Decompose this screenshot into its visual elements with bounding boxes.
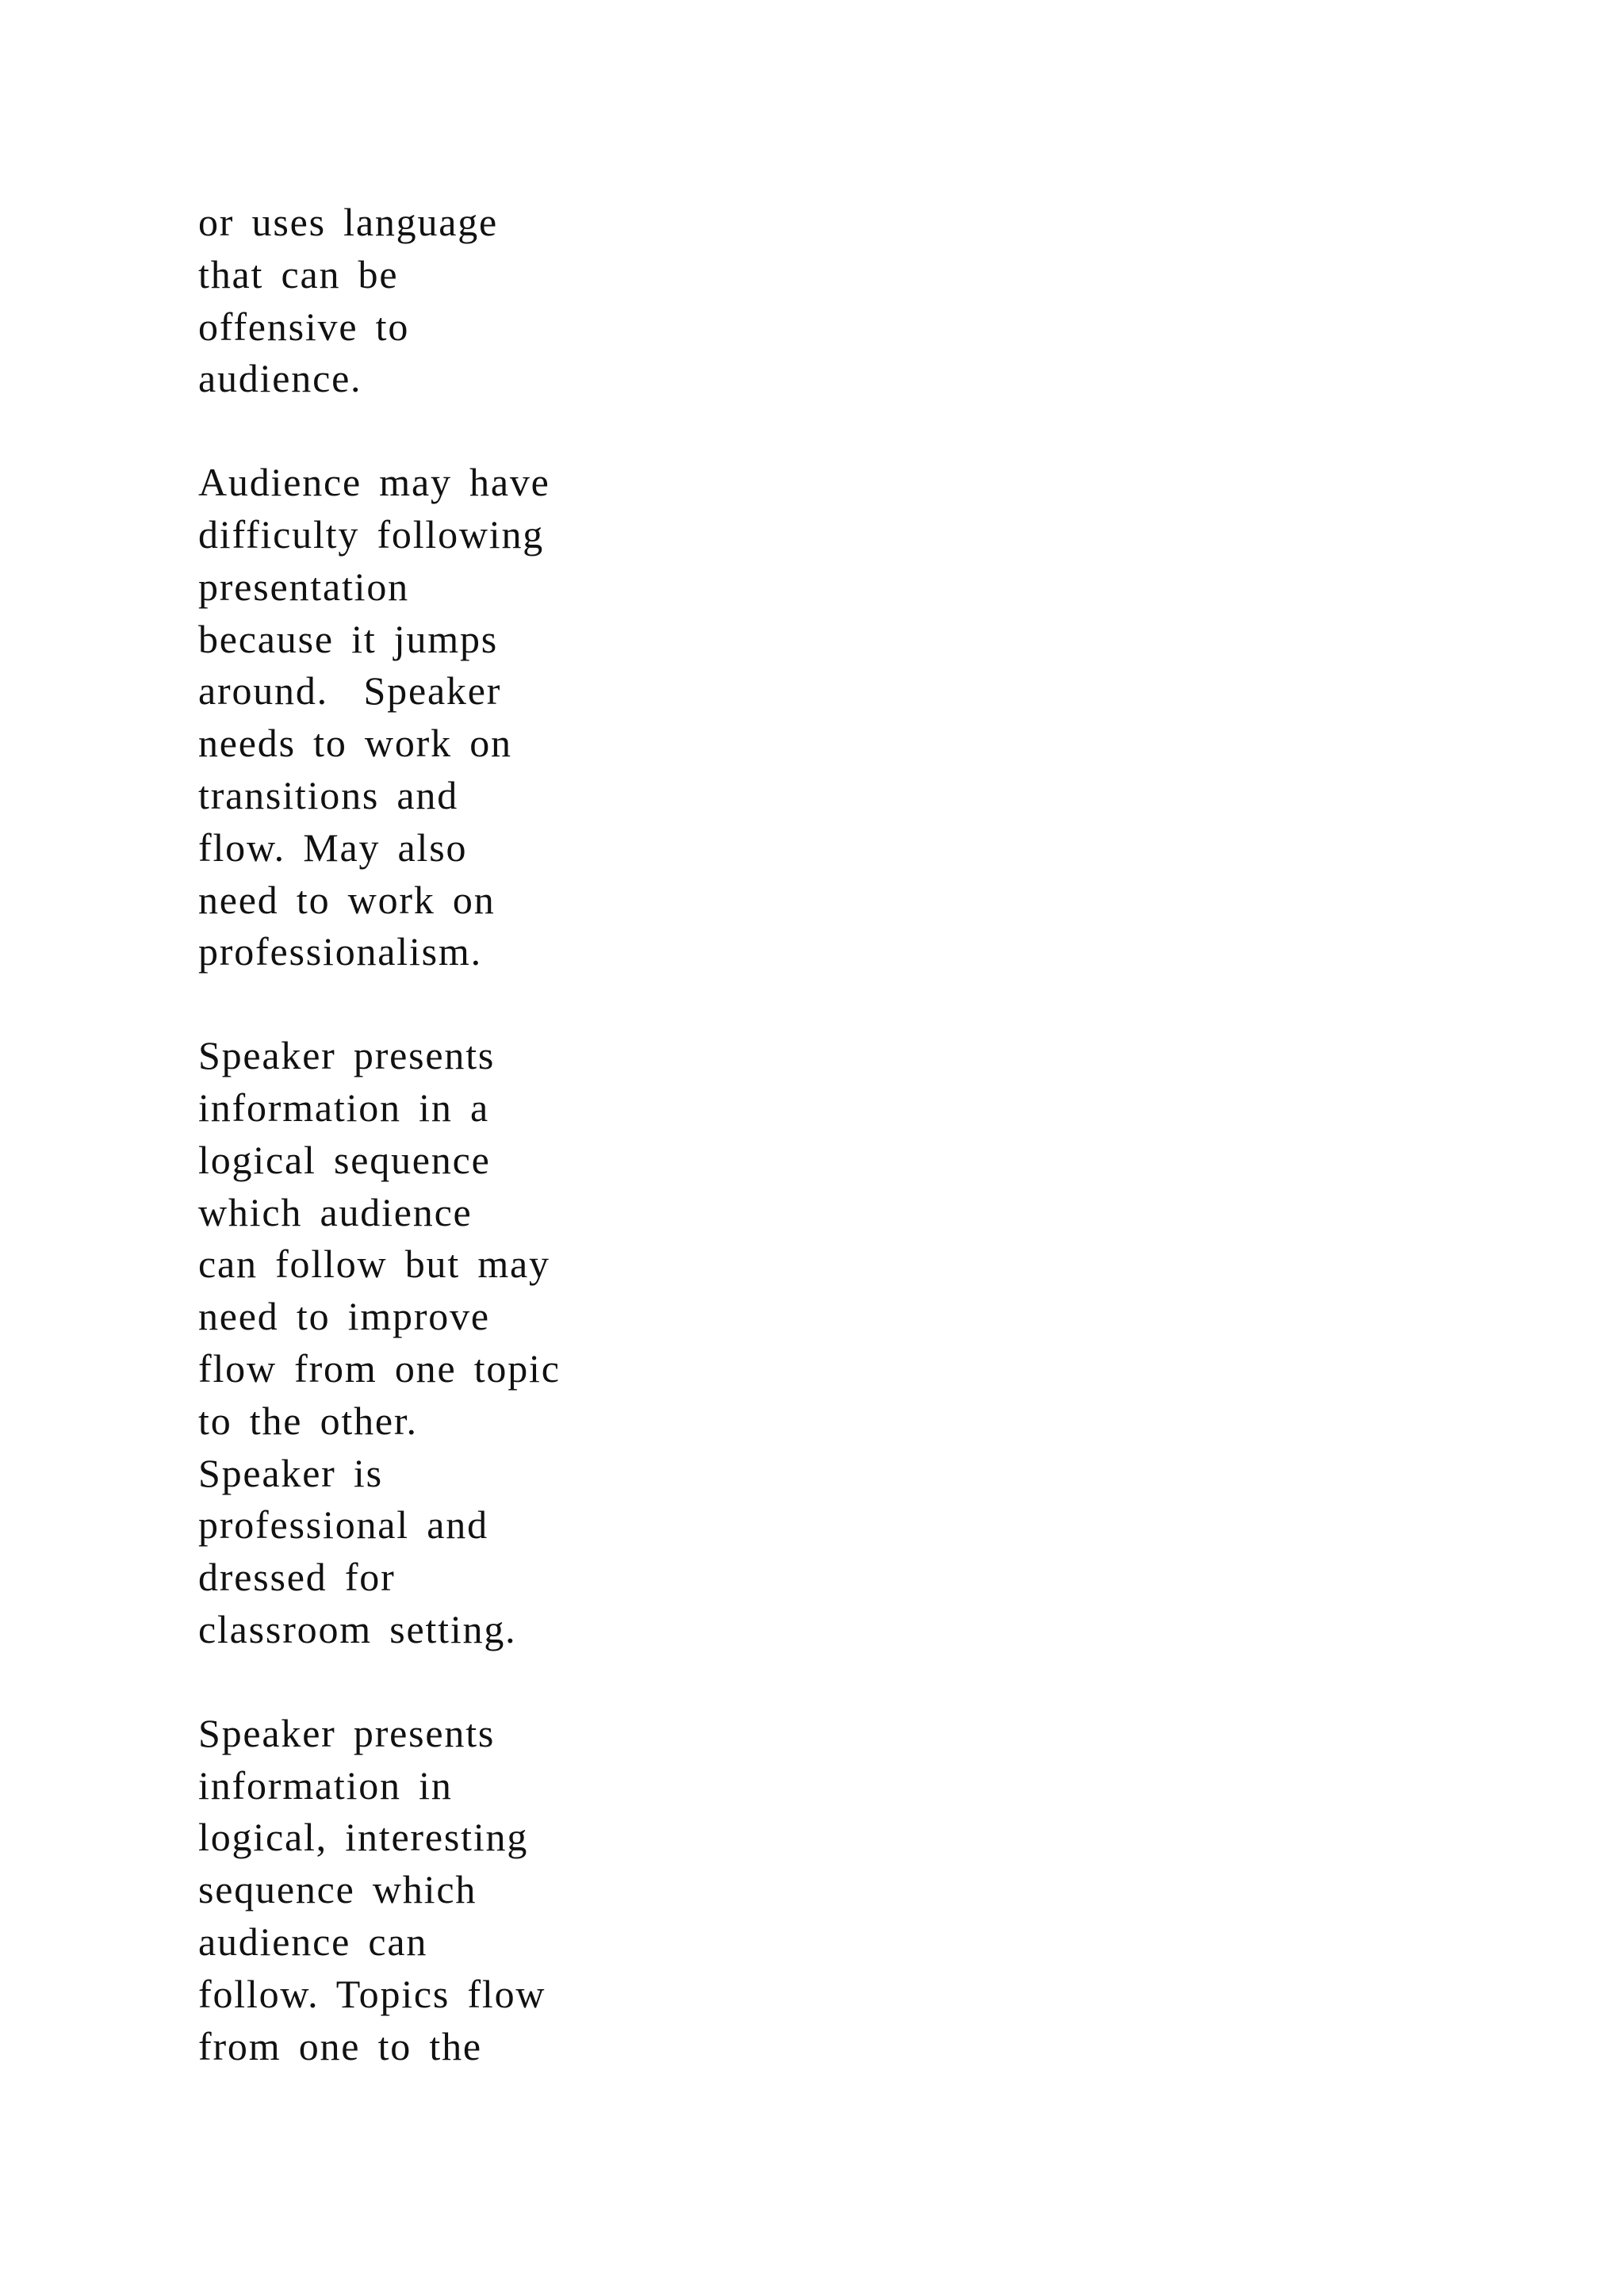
text-line: information in (198, 1762, 453, 1808)
text-line: that can be (198, 251, 399, 297)
paragraph-logical-sequence (198, 1030, 611, 1656)
text-line: or uses language (198, 200, 499, 244)
text-line: which audience (198, 1189, 473, 1234)
text-line: audience. (198, 356, 362, 401)
paragraph-offensive-language (198, 197, 611, 405)
rubric-text-column (198, 197, 611, 2124)
text-line: dressed for (198, 1555, 396, 1600)
text-line: flow. May also (198, 825, 468, 870)
text-line: need to work on (198, 877, 496, 922)
text-line: follow. Topics flow (198, 1971, 546, 2016)
text-line: professional and (198, 1502, 488, 1548)
text-line: Speaker is (198, 1450, 383, 1495)
text-line: can follow but may (198, 1242, 550, 1287)
text-line: from one to the (198, 2023, 482, 2068)
paragraph-difficulty-following (198, 457, 611, 978)
text-line: because it jumps (198, 616, 499, 661)
text-line: professionalism. (198, 929, 482, 974)
text-line: logical, interesting (198, 1815, 529, 1860)
text-line: sequence which (198, 1867, 477, 1912)
text-line: Audience may have (198, 460, 550, 505)
paragraph-interesting-sequence (198, 1708, 611, 2073)
text-line: presentation (198, 564, 409, 609)
text-line: offensive to (198, 304, 410, 349)
text-line: Speaker presents (198, 1710, 496, 1755)
text-line: audience can (198, 1919, 428, 1964)
text-line: logical sequence (198, 1137, 491, 1182)
text-line: information in a (198, 1085, 489, 1130)
text-line: to the other. (198, 1398, 418, 1443)
text-line: around. Speaker (198, 668, 502, 714)
text-line: flow from one topic (198, 1345, 561, 1391)
text-line: Speaker presents (198, 1033, 496, 1078)
text-line: transitions and (198, 772, 459, 817)
text-line: classroom setting. (198, 1606, 517, 1651)
text-line: needs to work on (198, 721, 512, 766)
text-line: difficulty following (198, 511, 545, 557)
text-line: need to improve (198, 1294, 490, 1339)
